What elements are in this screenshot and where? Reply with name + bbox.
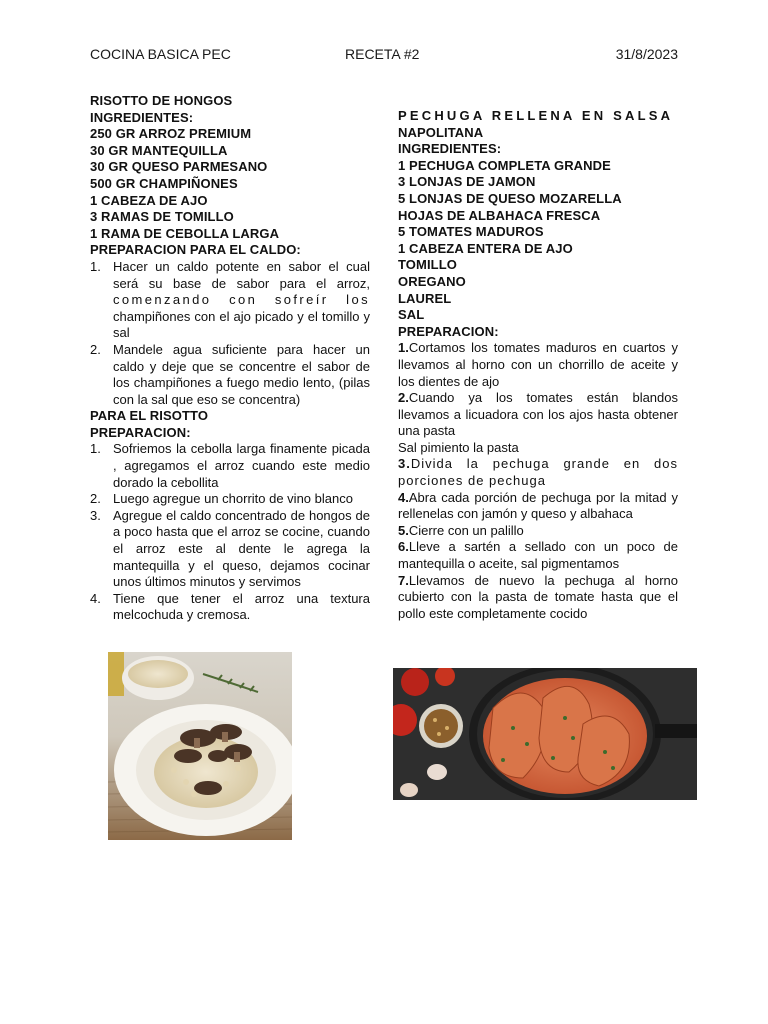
list-item: 1.Cortamos los tomates maduros en cuartos y llevamos al horno con un chorrillo de aceite y los dientes de ajo [398, 340, 678, 389]
page-header [90, 46, 678, 64]
date: 31/8/2023 [615, 46, 678, 62]
list-item: 3.Divida la pechuga grande en dos porciones de pechuga [398, 456, 678, 489]
list-item: 2. Luego agregue un chorrito de vino blanco [90, 491, 353, 507]
ingredient: 250 GR ARROZ PREMIUM [90, 126, 252, 142]
ingredient: 30 GR MANTEQUILLA [90, 142, 228, 158]
risotto-recipe [90, 93, 370, 624]
preparation-steps [398, 340, 678, 622]
preparation-label: PREPARACION: [398, 323, 499, 339]
ingredients-label: INGREDIENTES: [90, 109, 194, 125]
chicken-image [393, 668, 697, 800]
ingredients-list [398, 158, 678, 324]
preparation-label: PREPARACION: [90, 424, 191, 440]
list-item: 6.Lleve a sartén a sellado con un poco de mantequilla o aceite, sal pigmentamos [398, 539, 678, 572]
broth-steps [90, 259, 370, 408]
risotto-label: PARA EL RISOTTO [90, 408, 209, 424]
course-name: COCINA BASICA PEC [90, 46, 231, 62]
ingredient: HOJAS DE ALBAHACA FRESCA [398, 207, 601, 223]
list-item: 2. Mandele agua suficiente para hacer un caldo y deje que se concentre el sabor de los champiñones a fuego medio lento, (pilas con la sal que eso se concentra) [90, 341, 370, 407]
list-item: 7.Llevamos de nuevo la pechuga al horno cubierto con la pasta de tomate hasta que el pollo este completamente cocido [398, 572, 678, 621]
broth-label: PREPARACION PARA EL CALDO: [90, 242, 301, 258]
ingredient: 5 TOMATES MADUROS [398, 224, 544, 240]
list-item: 4. Tiene que tener el arroz una textura melcochuda y cremosa. [90, 590, 370, 623]
ingredient: LAUREL [398, 290, 452, 306]
ingredient: 3 RAMAS DE TOMILLO [90, 209, 234, 225]
list-item: 1. Sofriemos la cebolla larga finamente picada , agregamos el arroz cuando este medio dorado la cebollita [90, 441, 370, 490]
risotto-photo [108, 652, 292, 840]
ingredient: 1 RAMA DE CEBOLLA LARGA [90, 225, 280, 241]
recipe-number: RECETA #2 [345, 46, 420, 62]
ingredient: OREGANO [398, 273, 466, 289]
list-item: 3. Agregue el caldo concentrado de hongos de a poco hasta que el arroz se cocine, cuando el arroz este al dente le agrega la mantequilla y el queso, dejamos cocinar unos últimos minutos y servimos [90, 507, 370, 590]
ingredients-list [90, 126, 370, 242]
ingredient: 1 CABEZA DE AJO [90, 192, 208, 208]
list-item: Sal pimiento la pasta [398, 439, 519, 455]
list-item: 1. Hacer un caldo potente en sabor el cual será su base de sabor para el arroz, comenzando con sofreír los champiñones con el ajo picado y el tomillo y sal [90, 258, 370, 341]
recipe-title: PECHUGA RELLENA EN SALSA [398, 108, 674, 123]
chicken-recipe [398, 108, 678, 622]
recipe-title-cont: NAPOLITANA [398, 124, 484, 140]
ingredients-label: INGREDIENTES: [398, 141, 502, 157]
ingredient: 1 PECHUGA COMPLETA GRANDE [398, 157, 611, 173]
ingredient: 1 CABEZA ENTERA DE AJO [398, 240, 573, 256]
ingredient: 500 GR CHAMPIÑONES [90, 175, 238, 191]
ingredient: 5 LONJAS DE QUESO MOZARELLA [398, 190, 622, 206]
risotto-image [108, 652, 292, 840]
recipe-title: RISOTTO DE HONGOS [90, 93, 233, 108]
chicken-photo [393, 668, 697, 800]
list-item: 5.Cierre con un palillo [398, 522, 524, 538]
risotto-steps [90, 441, 370, 624]
ingredient: TOMILLO [398, 257, 457, 273]
ingredient: 3 LONJAS DE JAMON [398, 174, 536, 190]
list-item: 2.Cuando ya los tomates están blandos llevamos a licuadora con los ajos hasta obtener una pasta [398, 390, 678, 439]
list-item: 4.Abra cada porción de pechuga por la mitad y rellenelas con jamón y queso y albahaca [398, 489, 678, 522]
ingredient: 30 GR QUESO PARMESANO [90, 159, 268, 175]
ingredient: SAL [398, 307, 425, 323]
